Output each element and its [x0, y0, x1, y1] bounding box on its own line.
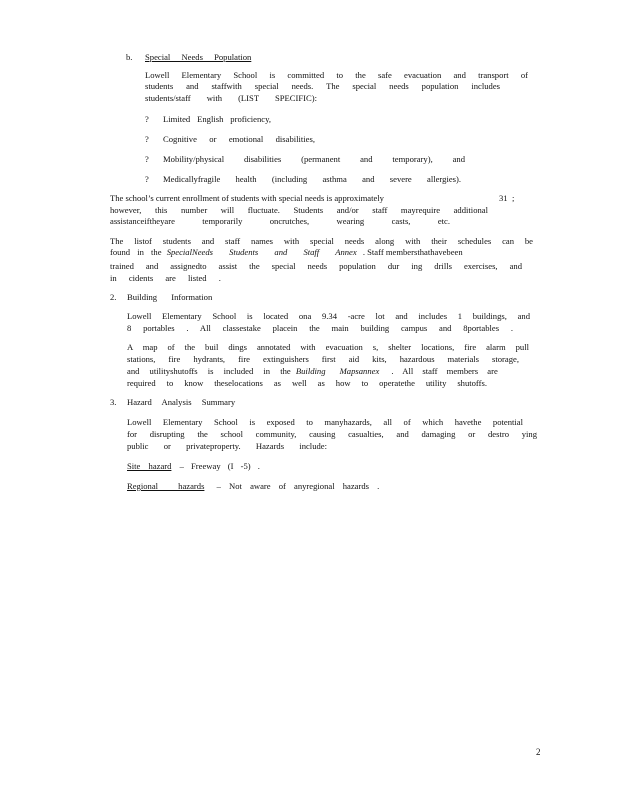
section-3-marker: 3. [110, 397, 117, 407]
bullet-text-2: Cognitive or emotional disabilities, [163, 134, 315, 144]
bullet-text-4: Medicallyfragile health (including asthma and severe allergies). [163, 174, 461, 184]
list-para-line-2 [110, 247, 533, 258]
list-para-line-3: trained and assignedto assist the special needs population dur ing drills exercises, and [110, 261, 522, 271]
building-para-1-line-2: 8 portables . All classestake placein the main building campus and 8portables . [127, 323, 513, 333]
list-para-line-1: The listof students and staff names with special needs along with their schedules can be [110, 236, 533, 246]
enrollment-count: 31 [499, 193, 508, 203]
section-b-intro-line-1: Lowell Elementary School is committed to the safe evacuation and transport of [145, 70, 528, 80]
building-para-2-line-1: A map of the buil dings annotated with evacuation s, shelter locations, fire alarm pull [127, 342, 529, 352]
regional-hazards-label: Regional hazards [127, 481, 205, 491]
building-para-2-line-3 [127, 366, 519, 377]
enrollment-line-2: however, this number will fluctuate. Students and/or staff mayrequire additional [110, 205, 488, 215]
section-b-intro-line-2: students and staffwith special needs. The special needs population includes [145, 81, 500, 91]
section-2-marker: 2. [110, 292, 117, 302]
bullet-text-1: Limited English proficiency, [163, 114, 271, 124]
regional-hazards-text: – Not aware of anyregional hazards . [216, 481, 380, 491]
enrollment-line-3: assistanceiftheyare temporarily oncrutches, wearing casts, etc. [110, 216, 450, 226]
site-hazard-label: Site hazard [127, 461, 172, 471]
building-para-1-line-1: Lowell Elementary School is located ona 9.34 -acre lot and includes 1 buildings, and [127, 311, 530, 321]
list-para-line-2-start: found in the [110, 247, 162, 257]
bullet-mark-3: ? [145, 154, 149, 164]
page-number: 2 [536, 747, 541, 757]
site-hazard-text: – Freeway (I -5) . [179, 461, 260, 471]
section-3-heading: Hazard Analysis Summary [127, 397, 236, 407]
building-para-2-line-3-end: . All staff members are [391, 366, 498, 376]
hazard-para-line-1: Lowell Elementary School is exposed to manyhazards, all of which havethe potential [127, 417, 523, 427]
building-para-2-line-3-start: and utilityshutoffs is included in the [127, 366, 291, 376]
bullet-mark-2: ? [145, 134, 149, 144]
bullet-text-3: Mobility/physical disabilities (permanent and temporary), and [163, 154, 465, 164]
regional-hazards-line [127, 481, 379, 492]
site-hazard-line [127, 461, 260, 472]
section-b-marker: b. [126, 52, 133, 62]
bullet-mark-1: ? [145, 114, 149, 124]
list-para-line-2-end: . Staff membersthathavebeen [362, 247, 463, 257]
enrollment-semicolon: ; [512, 193, 515, 203]
list-para-line-4: in cidents are listed . [110, 273, 221, 283]
special-needs-annex-title: SpecialNeeds Students and Staff Annex [166, 247, 357, 257]
enrollment-line-1: The school’s current enrollment of students with special needs is approximately [110, 193, 384, 203]
section-b-intro-line-3: students/staff with (LIST SPECIFIC): [145, 93, 317, 103]
building-para-2-line-4: required to know theselocations as well as how to operatethe utility shutoffs. [127, 378, 487, 388]
hazard-para-line-3: public or privateproperty. Hazards include: [127, 441, 327, 451]
bullet-mark-4: ? [145, 174, 149, 184]
building-maps-annex-title: Building Mapsannex [295, 366, 380, 376]
section-2-heading: Building Information [127, 292, 213, 302]
building-para-2-line-2: stations, fire hydrants, fire extinguishers first aid kits, hazardous materials storage, [127, 354, 519, 364]
section-b-heading: Special Needs Population [145, 52, 252, 62]
hazard-para-line-2: for disrupting the school community, causing casualties, and damaging or destro ying [127, 429, 537, 439]
